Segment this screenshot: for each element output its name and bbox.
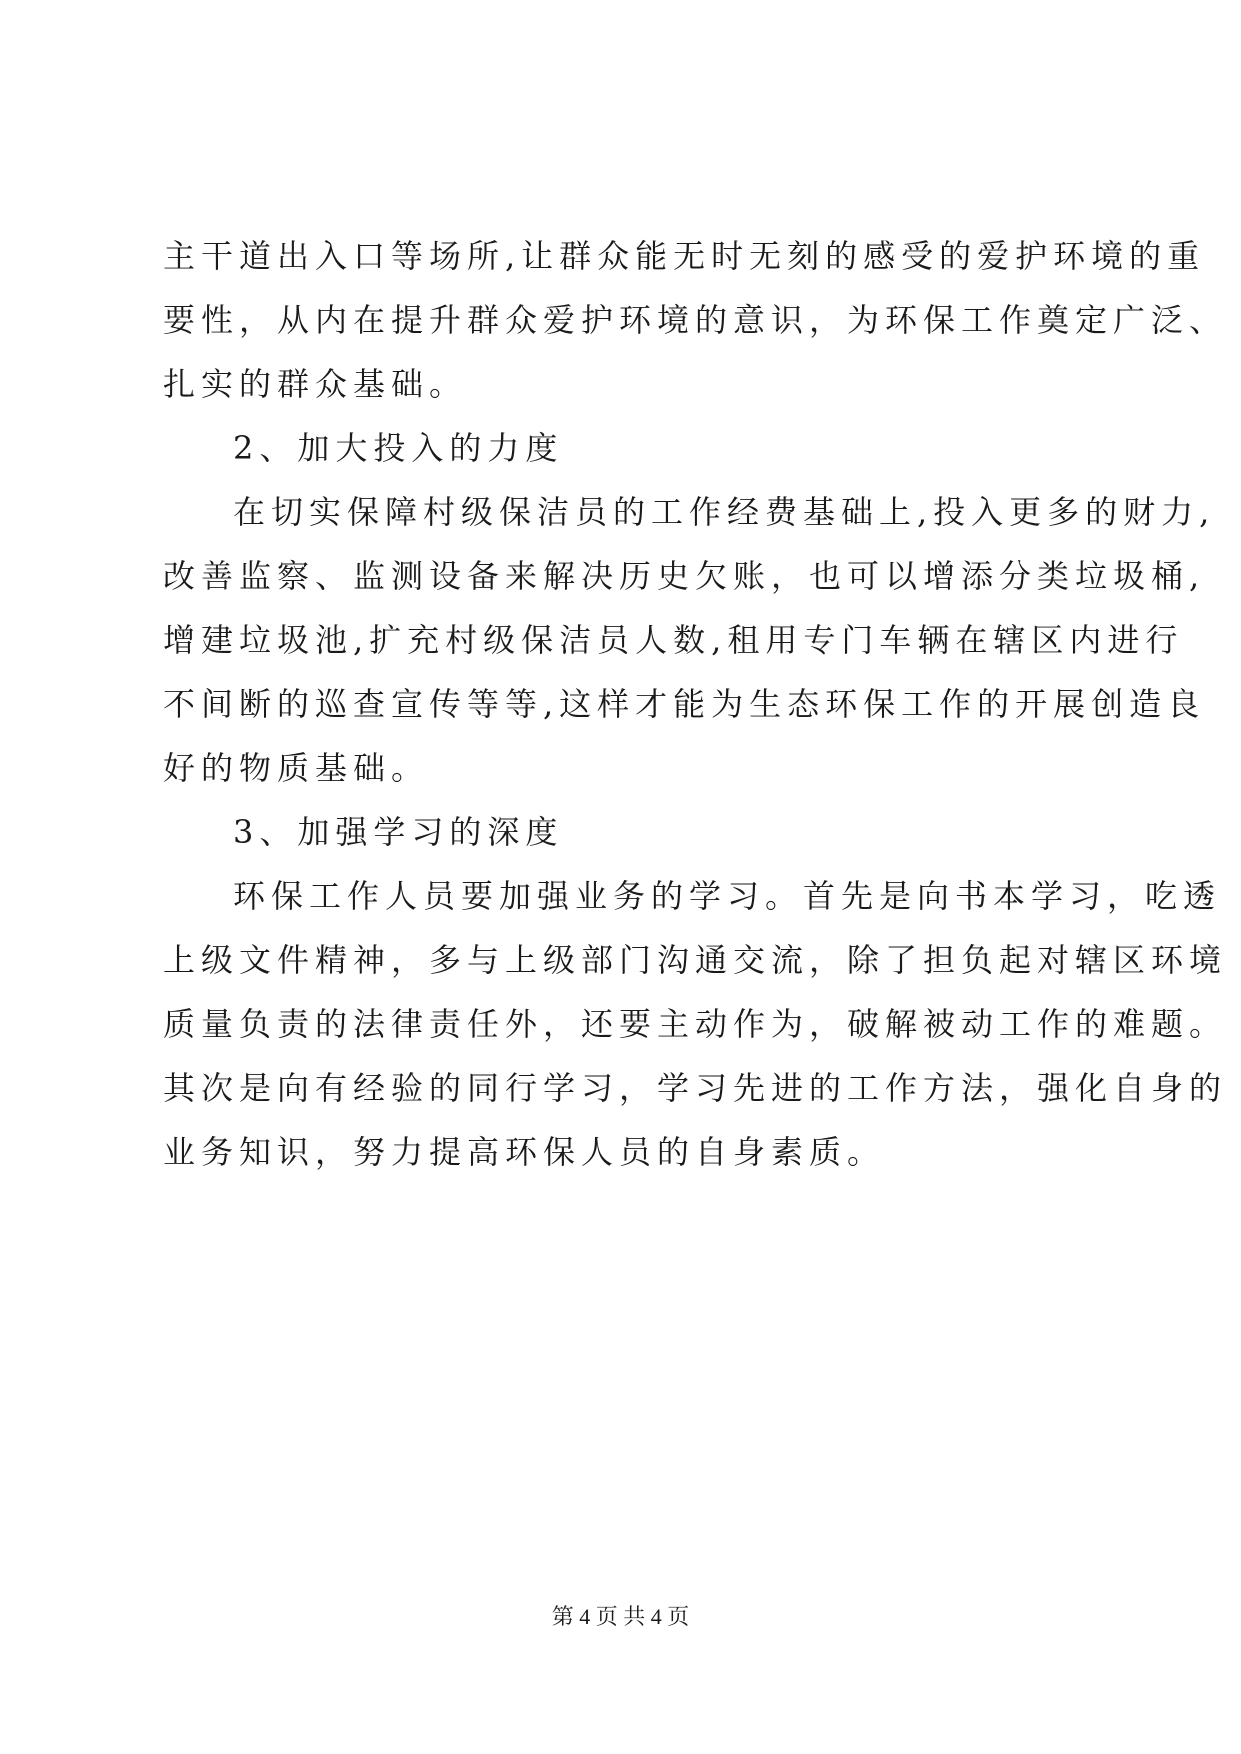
paragraph-line: 环保工作人员要加强业务的学习。首先是向书本学习，吃透 <box>233 877 1222 915</box>
section-heading-2: 2、加大投入的力度 <box>233 429 564 467</box>
page-number-footer: 第 4 页 共 4 页 <box>551 1604 690 1629</box>
paragraph-line: 业务知识，努力提高环保人员的自身素质。 <box>163 1133 886 1171</box>
paragraph-line: 不间断的巡查宣传等等,这样才能为生态环保工作的开展创造良 <box>163 685 1206 723</box>
paragraph-line: 增建垃圾池,扩充村级保洁员人数,租用专门车辆在辖区内进行 <box>163 621 1184 659</box>
paragraph-line: 在切实保障村级保洁员的工作经费基础上,投入更多的财力, <box>233 493 1216 531</box>
paragraph-line: 好的物质基础。 <box>163 749 430 787</box>
paragraph-line: 质量负责的法律责任外，还要主动作为，破解被动工作的难题。 <box>163 1005 1228 1043</box>
section-heading-3: 3、加强学习的深度 <box>233 813 564 851</box>
paragraph-line: 扎实的群众基础。 <box>163 365 468 403</box>
paragraph-line: 其次是向有经验的同行学习，学习先进的工作方法，强化自身的 <box>163 1069 1228 1107</box>
paragraph-line: 要性，从内在提升群众爱护环境的意识，为环保工作奠定广泛、 <box>163 301 1228 339</box>
paragraph-line: 上级文件精神，多与上级部门沟通交流，除了担负起对辖区环境 <box>163 941 1228 979</box>
paragraph-line: 改善监察、监测设备来解决历史欠账，也可以增添分类垃圾桶, <box>163 557 1206 595</box>
document-body <box>163 224 1228 1184</box>
paragraph-line: 主干道出入口等场所,让群众能无时无刻的感受的爱护环境的重 <box>163 237 1206 275</box>
